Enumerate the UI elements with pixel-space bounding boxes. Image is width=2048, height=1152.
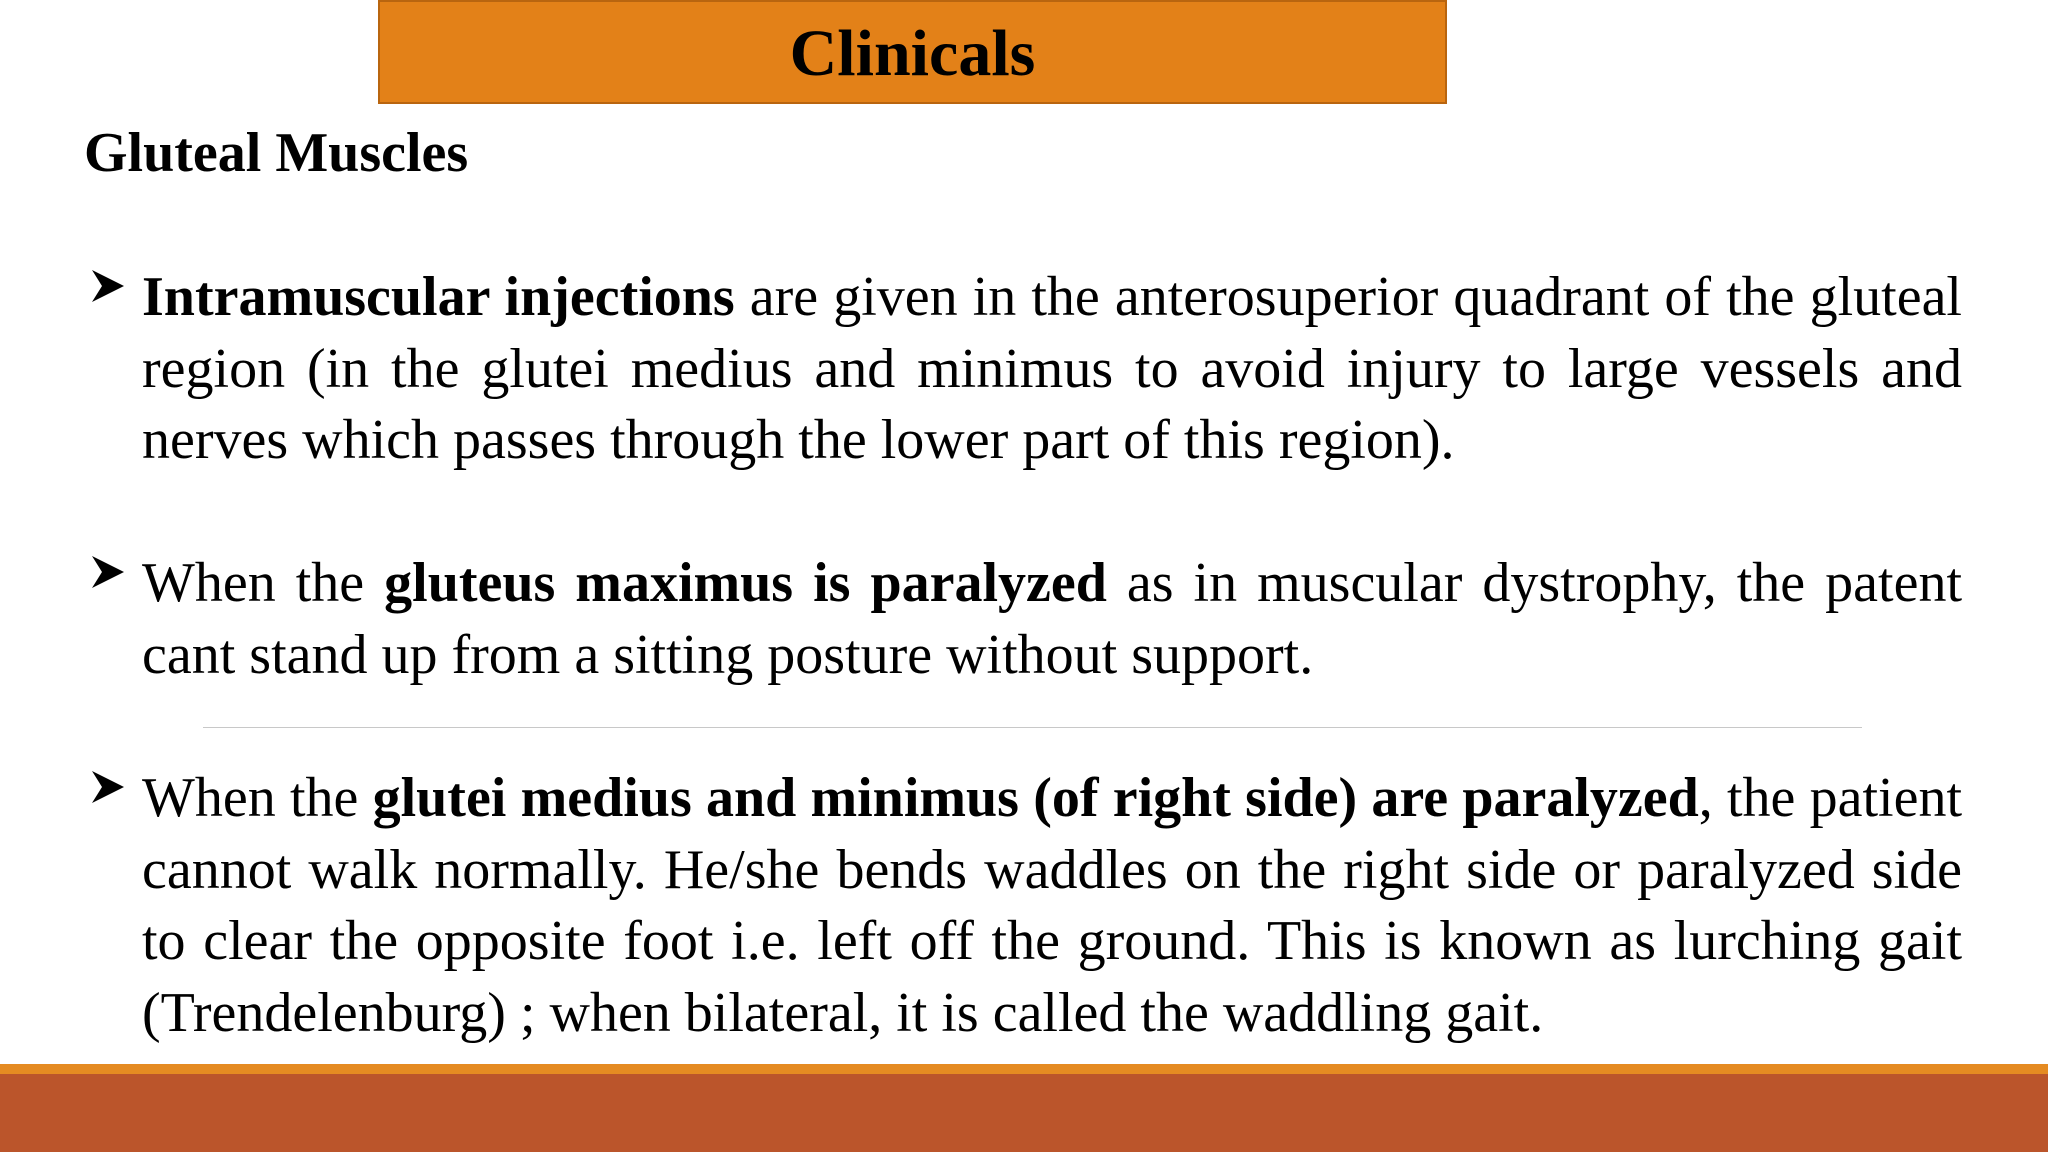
- footer-bar: [0, 1074, 2048, 1152]
- bullet-body-text: as in muscular dystrophy, the patent cant stand up from a sitting posture without support.: [142, 552, 1962, 686]
- slide-title-box: [378, 0, 1447, 104]
- slide-title: Clinicals: [789, 17, 1036, 90]
- bullet-lead-text: When the: [142, 552, 385, 614]
- arrowhead-bullet-icon: [88, 552, 128, 592]
- bullet-bold-text: gluteus maximus is paralyzed: [384, 552, 1107, 614]
- bullet-bold-text: glutei medius and minimus (of right side) are paralyzed: [372, 767, 1699, 829]
- bullet-bold-text: Intramuscular injections: [142, 266, 735, 328]
- bullet-body-text: are given in the anterosuperior quadrant of the gluteal region (in the glutei medius and minimus to avoid injury to large vessels and nerves which passes through the lower part of this region).: [142, 266, 1962, 471]
- divider-line: [203, 727, 1862, 728]
- footer-stripe: [0, 1064, 2048, 1074]
- section-heading: Gluteal Muscles: [84, 122, 469, 184]
- bullet-text: [142, 262, 1962, 477]
- bullet-text: [142, 763, 1962, 1049]
- arrowhead-bullet-icon: [88, 767, 128, 807]
- bullet-lead-text: When the: [142, 767, 373, 829]
- arrowhead-bullet-icon: [88, 266, 128, 306]
- bullet-body-text: , the patient cannot walk normally. He/she bends waddles on the right side or paralyzed side to clear the opposite foot i.e. left off the ground. This is known as lurching gait (Trendelenburg) ; when bilateral, it is called the waddling gait.: [142, 767, 1963, 1044]
- bullet-text: [142, 548, 1962, 691]
